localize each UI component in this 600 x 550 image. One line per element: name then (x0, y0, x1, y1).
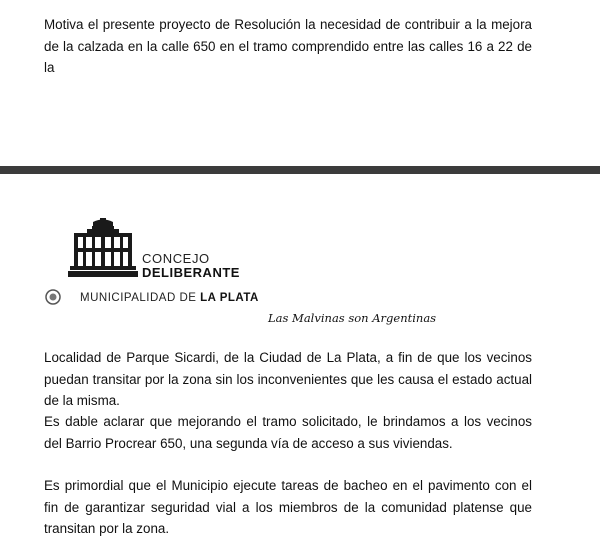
la-plata-seal-icon (45, 289, 61, 305)
page2-paragraph-2: Es dable aclarar que mejorando el tramo solicitado, le brindamos a los vecinos del Barrio Procrear 650, una segunda vía de acceso a sus viviendas. (44, 414, 532, 451)
page-break-divider (0, 166, 600, 174)
deliberante-label: DELIBERANTE (142, 265, 240, 280)
page1-paragraph: Motiva el presente proyecto de Resolución la necesidad de contribuir a la mejora de la calzada en la calle 650 en el tramo comprendido entre las calles 16 a 22 de la (44, 17, 532, 75)
municipalidad-city: LA PLATA (200, 292, 259, 304)
page2-paragraph-3: Es primordial que el Municipio ejecute tareas de bacheo en el pavimento con el fin de garantizar seguridad vial a los miembros de la comunidad platense que transitan por la zona. (44, 478, 532, 536)
municipalidad-prefix: MUNICIPALIDAD DE (80, 292, 197, 304)
concejo-building-logo-icon (68, 218, 138, 280)
concejo-label: CONCEJO (142, 251, 210, 266)
municipalidad-label (80, 291, 259, 305)
page2-paragraph-1: Localidad de Parque Sicardi, de la Ciudad de La Plata, a fin de que los vecinos puedan transitar por la zona sin los inconvenientes que les causa el estado actual de la misma. (44, 350, 532, 408)
malvinas-motto: Las Malvinas son Argentinas (268, 311, 437, 325)
